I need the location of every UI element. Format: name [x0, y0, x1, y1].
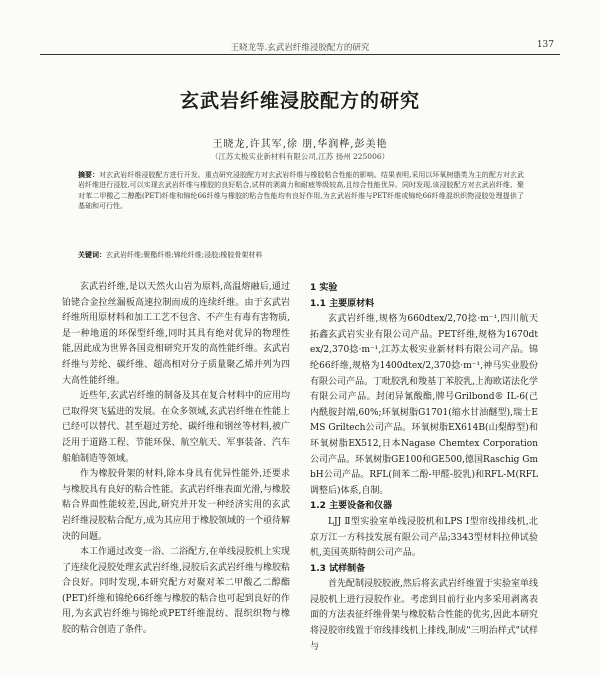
abstract-label: 摘要：: [78, 170, 100, 179]
subsection-heading-equipment: 1.2 主要设备和仪器: [310, 501, 393, 512]
affiliation: （江苏太极实业新材料有限公司,江苏 扬州 225006）: [210, 152, 390, 161]
intro-paragraph-2: 近些年,玄武岩纤维的制备及其在复合材料中的应用均已取得突飞猛进的发展。在众多领域,玄武岩纤维在性能上已经可以替代、甚至超过芳纶、碳纤维和钢丝等材料,被广泛用于道路工程、节能环保、航空航天、军事装备、汽车船舶制造等领域。: [62, 391, 290, 464]
abstract: [78, 170, 524, 212]
running-head: [40, 40, 560, 55]
abstract-text: 对玄武岩纤维浸胶配方进行开发。重点研究浸胶配方对玄武岩纤维与橡胶粘合性能的影响。结果表明,采用以环氧树脂类为主的配方对玄武岩纤维进行浸胶,可以实现玄武岩纤维与橡胶的良好粘合,试样的剥离力和耐疲等级较高,且综合性能优异。同时发现,该浸胶配方对玄武岩纤维、聚对苯二甲酸乙二醇酯(PET)纤维和锦纶66纤维与橡胶的粘合性能均有良好作用,为玄武岩纤维与PET纤维或锦纶66纤维混织织物浸胶处理提供了基础和可行性。: [78, 171, 524, 211]
intro-paragraph-3: 作为橡胶骨架的材料,除本身具有优异性能外,还要求与橡胶具有良好的粘合性能。玄武岩纤维表面光滑,与橡胶粘合界面性能较差,因此,研究并开发一种经济实用的玄武岩纤维浸胶粘合配方,成为其应用于橡胶领域的一个亟待解决的问题。: [62, 469, 290, 542]
materials-paragraph: 玄武岩纤维,规格为660dtex/2,70捻·m⁻¹,四川航天拓鑫玄武岩实业有限公司产品。PET纤维,规格为1670dtex/2,370捻·m⁻¹,江苏太极实业新材料有限公司产品。锦纶66纤维,规格为1400dtex/2,370捻·m⁻¹,神马实业股份有限公司产品。丁吡胶乳和羧基丁苯胶乳,上海欧诺法化学有限公司产品。封闭异氰酸酯,牌号Grilbond® IL-6(己内酰胺封端,60%;环氧树脂G1701(缩水甘油醚型),瑞士EMS Griltech公司产品。环氧树脂EX614B(山梨醇型)和环氧树脂EX512,日本Nagase Chemtex Corporation公司产品。环氧树脂GE100和GE500,德国Raschig GmbH公司产品。RFL(间苯二酚-甲醛-胶乳)和RFL-M(RFL调整后)体系,自制。: [310, 314, 538, 496]
keywords-text: 玄武岩纤维;聚酯纤维;锦纶纤维;浸胶;橡胶骨架材料: [106, 251, 263, 259]
section-heading-experiment: 1 实验: [310, 283, 338, 293]
equipment-paragraph: LJJ Ⅱ型实验室单线浸胶机和LPS Ⅰ型帘线排线机,北京万江一方科技发展有限公司产品;3343型材料拉伸试验机,美国英斯特朗公司产品。: [310, 516, 538, 559]
paper-title: 玄武岩纤维浸胶配方的研究: [179, 90, 420, 112]
subsection-heading-materials: 1.1 主要原材料: [310, 298, 375, 309]
running-head-title: 王晓龙等.玄武岩纤维浸胶配方的研究: [230, 43, 370, 53]
subsection-heading-sample-prep: 1.3 试样制备: [310, 563, 366, 574]
left-column: [62, 280, 290, 639]
intro-paragraph-1: 玄武岩纤维,是以天然火山岩为原料,高温熔融后,通过铂铑合金拉丝漏板高速拉制而成的连续纤维。由于玄武岩纤维所用原材料和加工工艺不包含、不产生有毒有害物质,是一种地道的环保型纤维,同时其具有绝对优异的物理性能,因此成为世界各国竞相研究开发的高性能纤维。玄武岩纤维与芳纶、碳纤维、超高相对分子质量聚乙烯并列为四大高性能纤维。: [62, 282, 290, 386]
page-number: 137: [536, 40, 554, 50]
keywords-label: 关键词：: [78, 250, 106, 259]
sample-prep-paragraph: 首先配制浸胶胶液,然后将玄武岩纤维置于实验室单线浸胶机上进行浸胶作业。考虑到目前行业内多采用剥离表面的方法表征纤维骨架与橡胶粘合性能的优劣,因此本研究将浸胶帘线置于帘线排线机上排线,制成"三明治样式"试样与: [310, 579, 538, 652]
authors: 王晓龙,许其军,徐 朋,华润桦,彭美艳: [212, 139, 388, 150]
right-column: [310, 280, 538, 655]
keywords: [78, 250, 524, 260]
intro-paragraph-4: 本工作通过改变一浴、二浴配方,在单线浸胶机上实现了连续化浸胶处理玄武岩纤维,浸胶后玄武岩纤维与橡胶粘合良好。同时发现,本研究配方对聚对苯二甲酸乙二醇酯(PET)纤维和锦纶66纤维与橡胶的粘合也可起到良好的作用,为玄武岩纤维与锦纶或PET纤维混纺、混织织物与橡胶的粘合创造了条件。: [62, 547, 290, 636]
